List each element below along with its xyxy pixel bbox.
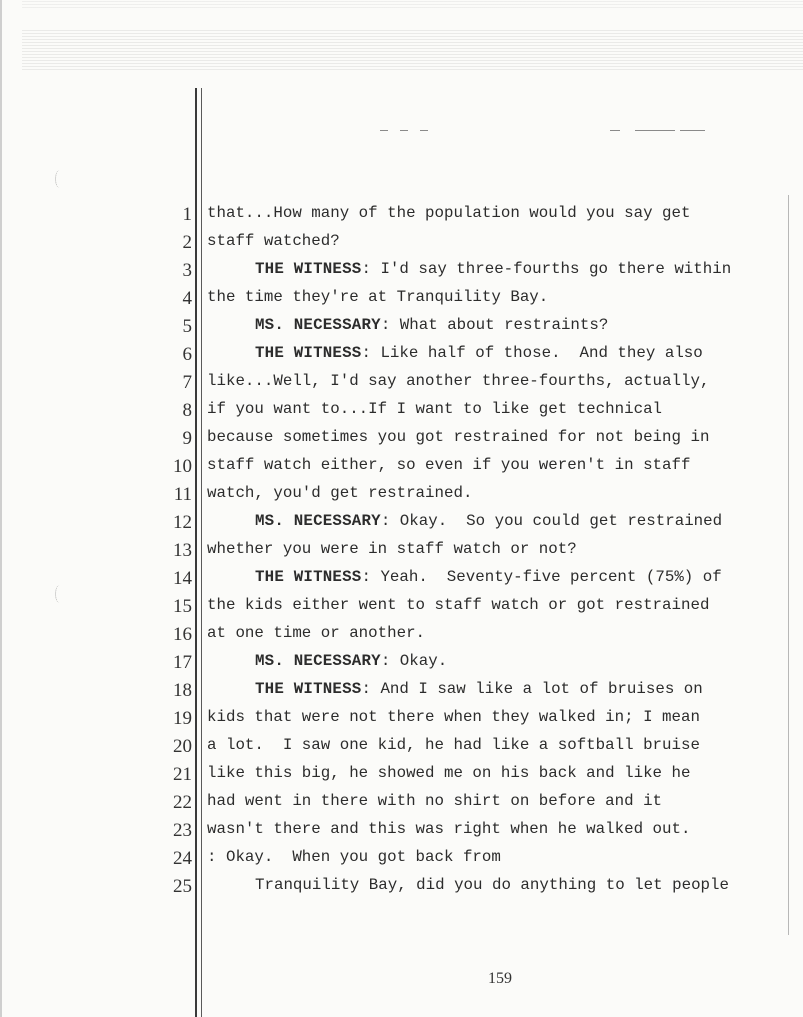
transcript-line bbox=[207, 455, 785, 475]
speaker-label: MS. NECESSARY bbox=[255, 512, 381, 530]
transcript-line bbox=[207, 791, 785, 811]
line-number: 6 bbox=[182, 344, 192, 365]
line-text: : Okay. When you got back from bbox=[207, 848, 501, 866]
line-number: 18 bbox=[173, 680, 192, 701]
line-text: staff watched? bbox=[207, 232, 340, 250]
speaker-label: THE WITNESS bbox=[255, 568, 362, 586]
transcript-line bbox=[207, 427, 785, 447]
line-text: the kids either went to staff watch or got restrained bbox=[207, 596, 710, 614]
transcript-line bbox=[207, 707, 785, 727]
line-number: 19 bbox=[173, 708, 192, 729]
line-text: : What about restraints? bbox=[380, 316, 609, 334]
line-number: 14 bbox=[173, 568, 192, 589]
transcript-line bbox=[207, 567, 803, 587]
speaker-label: THE WITNESS bbox=[255, 260, 362, 278]
line-number: 22 bbox=[173, 792, 192, 813]
line-number: 9 bbox=[182, 428, 192, 449]
line-text: kids that were not there when they walked in; I mean bbox=[207, 708, 700, 726]
line-number: 2 bbox=[182, 232, 192, 253]
line-number: 24 bbox=[173, 848, 192, 869]
line-text: watch, you'd get restrained. bbox=[207, 484, 473, 502]
line-number: 3 bbox=[182, 260, 192, 281]
transcript-line bbox=[207, 315, 803, 335]
header-dashes bbox=[380, 125, 710, 135]
line-number: 16 bbox=[173, 624, 192, 645]
transcript-line bbox=[207, 623, 785, 643]
line-text: like...Well, I'd say another three-fourths, actually, bbox=[207, 372, 710, 390]
line-text: : Yeah. Seventy-five percent (75%) of bbox=[361, 568, 722, 586]
speaker-label: THE WITNESS bbox=[255, 344, 362, 362]
line-number: 20 bbox=[173, 736, 192, 757]
line-text: : Okay. bbox=[380, 652, 448, 670]
line-text: like this big, he showed me on his back and like he bbox=[207, 764, 691, 782]
line-number: 4 bbox=[182, 288, 192, 309]
line-number: 25 bbox=[173, 876, 192, 897]
line-number: 23 bbox=[173, 820, 192, 841]
line-number: 11 bbox=[173, 484, 192, 505]
transcript-line bbox=[207, 203, 785, 223]
line-number: 8 bbox=[182, 400, 192, 421]
speaker-label: THE WITNESS bbox=[255, 680, 362, 698]
line-text: had went in there with no shirt on before and it bbox=[207, 792, 663, 810]
transcript-line bbox=[207, 231, 785, 251]
transcript-line bbox=[207, 287, 785, 307]
line-number: 21 bbox=[173, 764, 192, 785]
line-text: if you want to...If I want to like get technical bbox=[207, 400, 663, 418]
line-text: Tranquility Bay, did you do anything to let people bbox=[255, 876, 729, 894]
transcript-line bbox=[207, 679, 803, 699]
line-text: that...How many of the population would you say get bbox=[207, 204, 691, 222]
line-text: a lot. I saw one kid, he had like a softball bruise bbox=[207, 736, 700, 754]
line-text: the time they're at Tranquility Bay. bbox=[207, 288, 549, 306]
transcript-line bbox=[207, 343, 803, 363]
transcript-line bbox=[207, 399, 785, 419]
line-text: because sometimes you got restrained for not being in bbox=[207, 428, 710, 446]
line-number: 17 bbox=[173, 652, 192, 673]
transcript-line bbox=[207, 259, 803, 279]
line-text: whether you were in staff watch or not? bbox=[207, 540, 577, 558]
transcript-line bbox=[207, 539, 785, 559]
page-left-edge bbox=[0, 0, 2, 1017]
line-number: 1 bbox=[182, 204, 192, 225]
hole-punch-mark bbox=[55, 170, 64, 188]
line-text: : And I saw like a lot of bruises on bbox=[361, 680, 703, 698]
line-number: 5 bbox=[182, 316, 192, 337]
page-number: 159 bbox=[488, 970, 512, 987]
scan-artifact-top bbox=[22, 0, 803, 8]
line-text: at one time or another. bbox=[207, 624, 426, 642]
transcript-line bbox=[207, 371, 785, 391]
margin-rule bbox=[195, 88, 197, 1017]
transcript-line bbox=[207, 875, 803, 895]
line-text: : Like half of those. And they also bbox=[361, 344, 703, 362]
transcript-line bbox=[207, 511, 803, 531]
line-number: 10 bbox=[173, 456, 192, 477]
line-number: 13 bbox=[173, 540, 192, 561]
transcript-line bbox=[207, 763, 785, 783]
line-number: 12 bbox=[173, 512, 192, 533]
scan-artifact-band bbox=[22, 30, 803, 70]
transcript-line bbox=[207, 651, 803, 671]
right-margin-rule bbox=[788, 195, 789, 935]
speaker-label: MS. NECESSARY bbox=[255, 652, 381, 670]
margin-rule-inner bbox=[201, 88, 202, 1017]
line-number: 7 bbox=[182, 372, 192, 393]
transcript-line bbox=[207, 847, 785, 867]
line-number: 15 bbox=[173, 596, 192, 617]
hole-punch-mark bbox=[55, 585, 64, 603]
line-text: : Okay. So you could get restrained bbox=[380, 512, 723, 530]
transcript-line bbox=[207, 819, 785, 839]
transcript-line bbox=[207, 483, 785, 503]
line-text: wasn't there and this was right when he walked out. bbox=[207, 820, 691, 838]
speaker-label: MS. NECESSARY bbox=[255, 316, 381, 334]
transcript-line bbox=[207, 595, 785, 615]
transcript-line bbox=[207, 735, 785, 755]
line-text: : I'd say three-fourths go there within bbox=[361, 260, 732, 278]
line-text: staff watch either, so even if you weren't in staff bbox=[207, 456, 691, 474]
